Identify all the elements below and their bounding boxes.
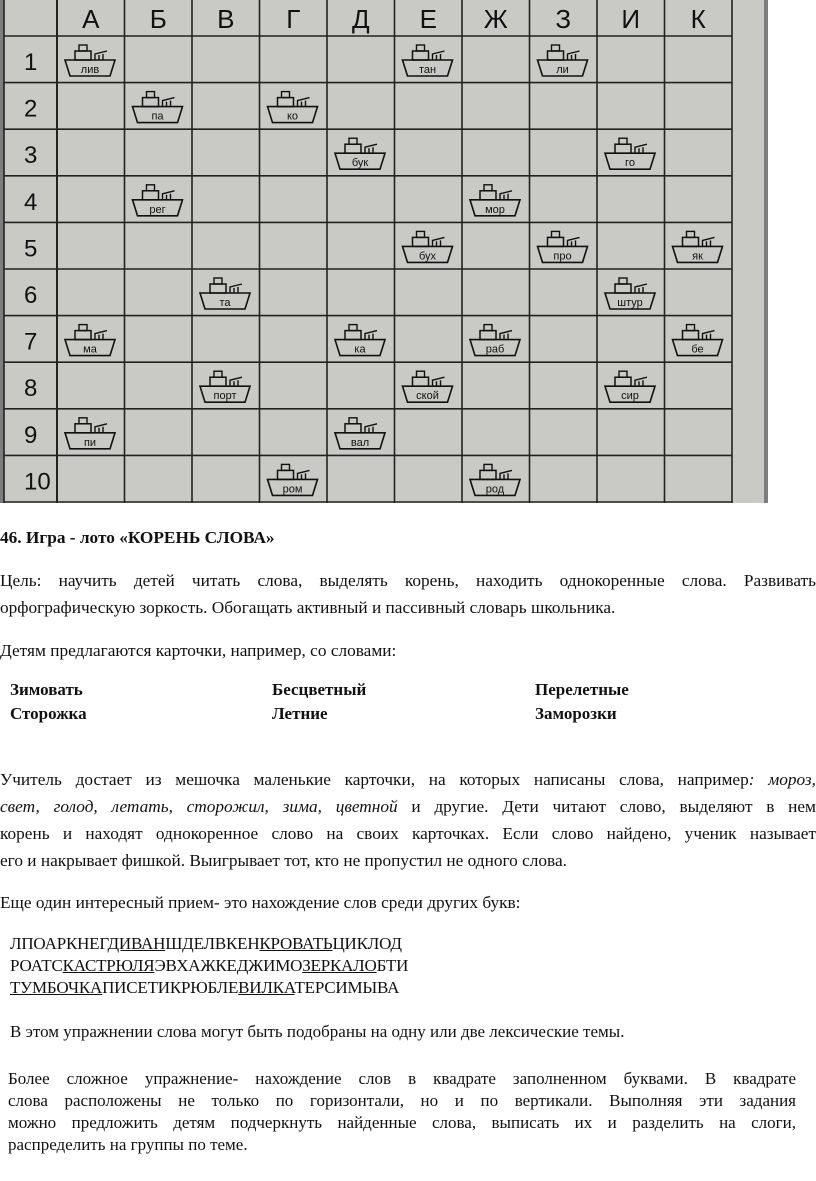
ship-syllable: рег xyxy=(149,203,166,216)
ship-syllable: пи xyxy=(83,436,97,449)
letter-row-3: ТУМБОЧКАПИСЕТИКРЮБЛЕВИЛКАТЕРСИМЫВА xyxy=(10,978,400,997)
ship-syllable: вал xyxy=(350,436,370,449)
row-label: 6 xyxy=(24,282,38,309)
row-label: 8 xyxy=(24,375,38,403)
ship-syllable: та xyxy=(219,297,231,309)
hidden-word: ВИЛКА xyxy=(238,978,295,997)
ship-syllable: про xyxy=(553,250,572,263)
harder-line-3: можно предложить детям подчеркнуть найденные слова, выписать их и разделить на слоги, xyxy=(8,1113,796,1132)
goal-line-1: Цель: научить детей читать слова, выделять корень, находить однокоренные слова. Развивать xyxy=(0,571,816,590)
column-label: Ж xyxy=(483,4,508,34)
teacher-line-3: корень и находят однокоренное слово на своих карточках. Если слово найдено, ученик называет xyxy=(0,824,816,843)
ship-syllable: як xyxy=(692,250,703,263)
card-word: Сторожка xyxy=(10,704,87,723)
ship-syllable: раб xyxy=(485,343,505,356)
card-word: Летние xyxy=(272,704,328,723)
row-label: 4 xyxy=(24,188,38,216)
column-label: Д xyxy=(351,4,370,34)
hidden-word: ТУМБОЧКА xyxy=(10,978,103,997)
ship-syllable: ли xyxy=(556,64,569,76)
card-word: Зимовать xyxy=(10,680,83,699)
card-word: Бесцветный xyxy=(272,680,367,699)
teacher-line-1: Учитель достает из мешочка маленькие карточки, на которых написаны слова, например: мороз, xyxy=(0,770,816,789)
card-word: Перелетные xyxy=(535,680,629,699)
cards-intro: Детям предлагаются карточки, например, со словами: xyxy=(0,641,397,660)
card-word: Заморозки xyxy=(535,704,617,723)
ship-syllable: штур xyxy=(617,297,643,309)
hidden-word: КАСТРЮЛЯ xyxy=(62,956,155,975)
column-label: Е xyxy=(419,4,437,34)
row-label: 2 xyxy=(24,95,38,123)
goal-line-2: орфографическую зоркость. Обогащать активный и пассивный словарь школьника. xyxy=(0,598,616,617)
ship-syllable: ко xyxy=(286,110,299,123)
board-paper xyxy=(4,0,764,503)
column-label: Б xyxy=(149,4,167,34)
column-label: К xyxy=(690,4,706,34)
topics-note: В этом упражнении слова могут быть подобраны на одну или две лексические темы. xyxy=(10,1022,625,1041)
harder-line-2: слова расположены не только по горизонтали, но и по вертикали. Выполняя эти задания xyxy=(8,1091,796,1110)
ship-syllable: го xyxy=(625,157,635,170)
hidden-word: КРОВАТЬ xyxy=(259,934,333,953)
teacher-line-2: свет, голод, летать, сторожил, зима, цветной и другие. Дети читают слово, выделяют в нем xyxy=(0,797,816,816)
hidden-word: ЗЕРКАЛО xyxy=(302,956,377,975)
ship-syllable: бе xyxy=(691,343,704,356)
harder-line-4: распределить на группы по теме. xyxy=(8,1135,248,1154)
ship-syllable: тан xyxy=(418,64,437,76)
ship-syllable: па xyxy=(151,110,164,123)
column-label: Г xyxy=(286,4,301,34)
teacher-line-4: его и накрывает фишкой. Выигрывает тот, кто не пропустил не одного слова. xyxy=(0,851,567,870)
letter-row-1: ЛПОАРКНЕГДИВАНШДЕЛВКЕНКРОВАТЬЦИКЛОД xyxy=(10,934,402,953)
ship-syllable: бух xyxy=(418,250,437,263)
game-board xyxy=(0,0,768,503)
ship-syllable: порт xyxy=(213,390,237,403)
ship-syllable: ской xyxy=(416,390,439,403)
harder-line-1: Более сложное упражнение- нахождение слов в квадрате заполненном буквами. В квадрате xyxy=(8,1069,796,1088)
letter-row-2: РОАТСКАСТРЮЛЯЭВХАЖКЕДЖИМОЗЕРКАЛОБТИ xyxy=(10,956,409,975)
ship-syllable: сир xyxy=(621,390,639,403)
section-title: 46. Игра - лото «КОРЕНЬ СЛОВА» xyxy=(0,528,275,547)
ship-syllable: ка xyxy=(354,343,366,356)
ship-syllable: лив xyxy=(80,64,100,76)
row-label: 10 xyxy=(24,468,51,496)
ship-syllable: род xyxy=(485,483,505,496)
hidden-word: ДИВАН xyxy=(107,934,166,953)
ship-syllable: мор xyxy=(485,203,505,216)
column-label: А xyxy=(82,4,100,34)
ship-syllable: бук xyxy=(351,157,369,170)
column-label: З xyxy=(555,4,572,34)
column-label: В xyxy=(217,4,235,34)
ship-syllable: ма xyxy=(83,343,97,356)
row-label: 1 xyxy=(24,49,38,76)
column-label: И xyxy=(621,4,641,34)
letters-intro: Еще один интересный прием- это нахождение слов среди других букв: xyxy=(0,893,521,912)
row-label: 7 xyxy=(24,328,38,356)
row-label: 3 xyxy=(24,142,38,170)
row-label: 5 xyxy=(24,235,38,263)
ship-syllable: ром xyxy=(282,483,303,496)
row-label: 9 xyxy=(24,421,38,449)
